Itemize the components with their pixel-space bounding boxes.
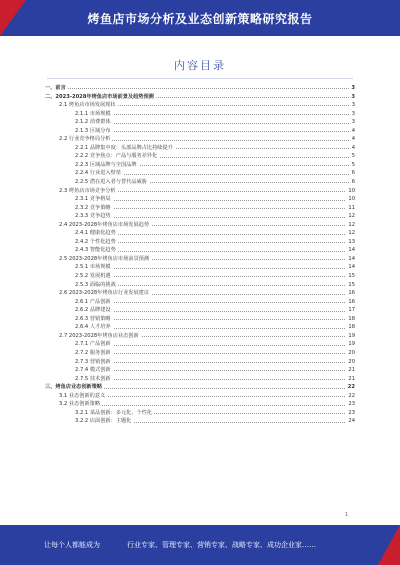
toc-entry-title: 2.1.2 消费群体 bbox=[75, 119, 111, 126]
toc-entry-page: 20 bbox=[348, 349, 355, 356]
toc-entry-page: 5 bbox=[351, 161, 355, 168]
toc-leader-dots bbox=[75, 131, 349, 132]
toc-entry-page: 4 bbox=[351, 144, 355, 151]
toc-entry-title: 2.4.2 个性化趋势 bbox=[75, 238, 116, 245]
toc-entry-title: 2.5.2 发展机遇 bbox=[75, 273, 111, 280]
toc-entry-title: 2.4 2023-2028年烤鱼店市场发展趋势 bbox=[59, 221, 150, 228]
footer-red-accent bbox=[378, 525, 400, 565]
toc-entry[interactable] bbox=[45, 204, 355, 213]
page-number: 1 bbox=[345, 512, 349, 518]
toc-entry-page: 5 bbox=[351, 153, 355, 160]
toc-leader-dots bbox=[75, 302, 349, 303]
footer-lead-text: 让每个人都能成为 bbox=[44, 541, 100, 549]
toc-entry-title: 2.2.1 品牌集中度：头部品牌占比持续提升 bbox=[75, 144, 173, 151]
toc-entry-page: 23 bbox=[348, 409, 355, 416]
toc-entry-title: 2.1 烤鱼店市场发展现状 bbox=[59, 102, 116, 109]
toc-entry-page: 12 bbox=[348, 230, 355, 237]
toc-leader-dots bbox=[45, 88, 349, 89]
toc-entry-title: 2.4.3 智能化趋势 bbox=[75, 247, 116, 254]
toc-entry-page: 22 bbox=[347, 384, 355, 391]
footer-slogan: 行业专家、管理专家、营销专家、战略专家、成功企业家…… bbox=[127, 541, 316, 549]
toc-entry-page: 16 bbox=[348, 298, 355, 305]
toc-entry-page: 21 bbox=[348, 375, 355, 382]
toc-entry-title: 2.2.2 竞争焦点：产品与服务差异化 bbox=[75, 153, 158, 160]
toc-entry-title: 2.6.2 品牌建设 bbox=[75, 307, 111, 314]
toc-entry-title: 2.3 烤鱼店市场竞争分析 bbox=[59, 187, 116, 194]
toc-entry-title: 2.2.3 区域品牌与全国品牌 bbox=[75, 161, 137, 168]
toc-entry-title: 3.1 业态创新的意义 bbox=[59, 392, 106, 399]
toc-entry-title: 3.2 业态创新策略 bbox=[59, 401, 101, 408]
toc-entry[interactable] bbox=[45, 281, 355, 290]
toc-leader-dots bbox=[75, 345, 349, 346]
toc-entry-page: 23 bbox=[348, 401, 355, 408]
toc-entry-page: 12 bbox=[348, 213, 355, 220]
toc-entry[interactable] bbox=[45, 118, 355, 127]
toc-entry-page: 6 bbox=[351, 179, 355, 186]
toc-entry-title: 2.3.2 竞争策略 bbox=[75, 204, 111, 211]
toc-entry-page: 24 bbox=[348, 418, 355, 425]
toc-entry[interactable] bbox=[45, 238, 355, 247]
toc-entry-title: 2.1.1 市场规模 bbox=[75, 110, 111, 117]
toc-entry[interactable] bbox=[45, 315, 355, 324]
toc-entry-title: 3.2.2 店面创新：主题化 bbox=[75, 418, 132, 425]
toc-leader-dots bbox=[75, 114, 349, 115]
toc-entry-title: 2.6 2023-2028年烤鱼店行业发展建议 bbox=[59, 290, 150, 297]
toc-leader-dots bbox=[75, 362, 349, 363]
toc-entry-title: 2.7.5 技术创新 bbox=[75, 375, 111, 382]
toc-leader-dots bbox=[59, 405, 349, 406]
toc-entry[interactable] bbox=[45, 392, 355, 401]
toc-leader-dots bbox=[75, 370, 349, 371]
toc-entry[interactable] bbox=[45, 306, 355, 315]
toc-entry[interactable] bbox=[45, 144, 355, 153]
toc-entry-title: 3.2.1 菜品创新：多元化、个性化 bbox=[75, 409, 153, 416]
table-of-contents bbox=[45, 84, 355, 426]
toc-leader-dots bbox=[75, 217, 349, 218]
toc-entry-title: 2.6.4 人才培养 bbox=[75, 324, 111, 331]
toc-entry-page: 4 bbox=[351, 127, 355, 134]
toc-leader-dots bbox=[75, 276, 349, 277]
toc-entry[interactable] bbox=[45, 400, 355, 409]
toc-entry[interactable] bbox=[45, 255, 355, 264]
toc-entry[interactable] bbox=[45, 101, 355, 110]
toc-leader-dots bbox=[75, 379, 349, 380]
toc-entry-page: 12 bbox=[348, 221, 355, 228]
report-title: 烤鱼店市场分析及业态创新策略研究报告 bbox=[87, 12, 313, 26]
toc-entry[interactable] bbox=[45, 178, 355, 187]
toc-entry[interactable] bbox=[45, 229, 355, 238]
report-header-banner bbox=[0, 0, 400, 36]
toc-entry-page: 15 bbox=[348, 273, 355, 280]
toc-entry-title: 2.3.3 竞争趋势 bbox=[75, 213, 111, 220]
toc-entry-page: 14 bbox=[348, 255, 355, 262]
toc-entry[interactable] bbox=[45, 340, 355, 349]
toc-entry[interactable] bbox=[45, 366, 355, 375]
toc-entry-title: 2.5 2023-2028年烤鱼店市场前景预测 bbox=[59, 255, 150, 262]
toc-entry-page: 11 bbox=[348, 204, 355, 211]
toc-entry-title: 2.2 行业竞争格局分析 bbox=[59, 136, 111, 143]
toc-leader-dots bbox=[75, 319, 349, 320]
toc-entry-title: 2.3.1 竞争格局 bbox=[75, 196, 111, 203]
toc-entry-title: 2.7.3 营销创新 bbox=[75, 358, 111, 365]
toc-entry-page: 3 bbox=[351, 110, 355, 117]
toc-entry[interactable] bbox=[45, 289, 355, 298]
toc-entry-title: 2.4.1 健康化趋势 bbox=[75, 230, 116, 237]
toc-entry[interactable] bbox=[45, 409, 355, 418]
toc-entry[interactable] bbox=[45, 135, 355, 144]
toc-leader-dots bbox=[75, 353, 349, 354]
toc-entry[interactable] bbox=[45, 169, 355, 178]
toc-entry-page: 3 bbox=[351, 93, 355, 100]
toc-entry-title: 三、烤鱼店业态创新策略 bbox=[45, 384, 103, 391]
toc-entry[interactable] bbox=[45, 246, 355, 255]
toc-entry-page: 16 bbox=[348, 290, 355, 297]
toc-entry[interactable] bbox=[45, 417, 355, 426]
toc-entry-title: 2.2.4 行业进入壁垒 bbox=[75, 170, 121, 177]
toc-entry-page: 21 bbox=[348, 367, 355, 374]
toc-entry-title: 2.6.1 产品创新 bbox=[75, 298, 111, 305]
toc-entry[interactable] bbox=[45, 323, 355, 332]
footer-banner bbox=[0, 525, 400, 565]
toc-entry-page: 10 bbox=[348, 196, 355, 203]
toc-entry-title: 2.7 2023-2028年烤鱼店业态创新 bbox=[59, 332, 139, 339]
toc-leader-dots bbox=[75, 328, 349, 329]
toc-entry-page: 17 bbox=[348, 307, 355, 314]
toc-entry-page: 3 bbox=[351, 85, 355, 91]
toc-entry-title: 2.1.3 区域分布 bbox=[75, 127, 111, 134]
toc-entry-title: 二、2023-2028年烤鱼店市场前景及趋势预测 bbox=[45, 93, 154, 100]
toc-entry-page: 3 bbox=[351, 119, 355, 126]
toc-leader-dots bbox=[75, 200, 349, 201]
toc-entry-page: 20 bbox=[348, 358, 355, 365]
toc-entry-title: 2.6.3 营销策略 bbox=[75, 315, 111, 322]
toc-entry-title: 2.7.2 服务创新 bbox=[75, 349, 111, 356]
toc-entry-page: 15 bbox=[348, 281, 355, 288]
toc-entry[interactable] bbox=[45, 84, 355, 93]
heading-divider bbox=[47, 78, 353, 79]
toc-entry[interactable] bbox=[45, 263, 355, 272]
toc-entry[interactable] bbox=[45, 195, 355, 204]
toc-entry[interactable] bbox=[45, 187, 355, 196]
toc-entry[interactable] bbox=[45, 127, 355, 136]
toc-entry-page: 14 bbox=[348, 247, 355, 254]
toc-entry-page: 22 bbox=[348, 392, 355, 399]
toc-entry-page: 4 bbox=[351, 136, 355, 143]
toc-entry-page: 6 bbox=[351, 170, 355, 177]
toc-entry-page: 19 bbox=[348, 332, 355, 339]
toc-entry-page: 18 bbox=[348, 324, 355, 331]
toc-entry-page: 19 bbox=[348, 341, 355, 348]
toc-leader-dots bbox=[75, 123, 349, 124]
toc-entry[interactable] bbox=[45, 212, 355, 221]
toc-entry-page: 18 bbox=[348, 315, 355, 322]
toc-entry[interactable] bbox=[45, 110, 355, 119]
toc-entry-page: 13 bbox=[348, 238, 355, 245]
toc-entry[interactable] bbox=[45, 161, 355, 170]
toc-entry[interactable] bbox=[45, 383, 355, 392]
toc-entry-page: 3 bbox=[351, 102, 355, 109]
toc-entry[interactable] bbox=[45, 152, 355, 161]
toc-entry-title: 一、前言 bbox=[45, 85, 66, 91]
toc-entry-title: 2.2.5 潜在进入者与替代品威胁 bbox=[75, 179, 147, 186]
toc-entry-page: 14 bbox=[348, 264, 355, 271]
toc-entry-title: 2.5.3 面临的挑战 bbox=[75, 281, 116, 288]
toc-entry-title: 2.7.1 产品创新 bbox=[75, 341, 111, 348]
toc-leader-dots bbox=[75, 268, 349, 269]
toc-heading: 内容目录 bbox=[174, 59, 226, 72]
toc-leader-dots bbox=[75, 311, 349, 312]
toc-entry[interactable] bbox=[45, 298, 355, 307]
toc-entry-title: 2.5.1 市场规模 bbox=[75, 264, 111, 271]
toc-entry-page: 10 bbox=[348, 187, 355, 194]
toc-entry[interactable] bbox=[45, 349, 355, 358]
toc-entry[interactable] bbox=[45, 93, 355, 102]
toc-leader-dots bbox=[75, 208, 349, 209]
toc-entry-title: 2.7.4 模式创新 bbox=[75, 367, 111, 374]
toc-entry[interactable] bbox=[45, 358, 355, 367]
toc-entry[interactable] bbox=[45, 332, 355, 341]
toc-entry[interactable] bbox=[45, 272, 355, 281]
toc-entry[interactable] bbox=[45, 221, 355, 230]
toc-entry[interactable] bbox=[45, 375, 355, 384]
